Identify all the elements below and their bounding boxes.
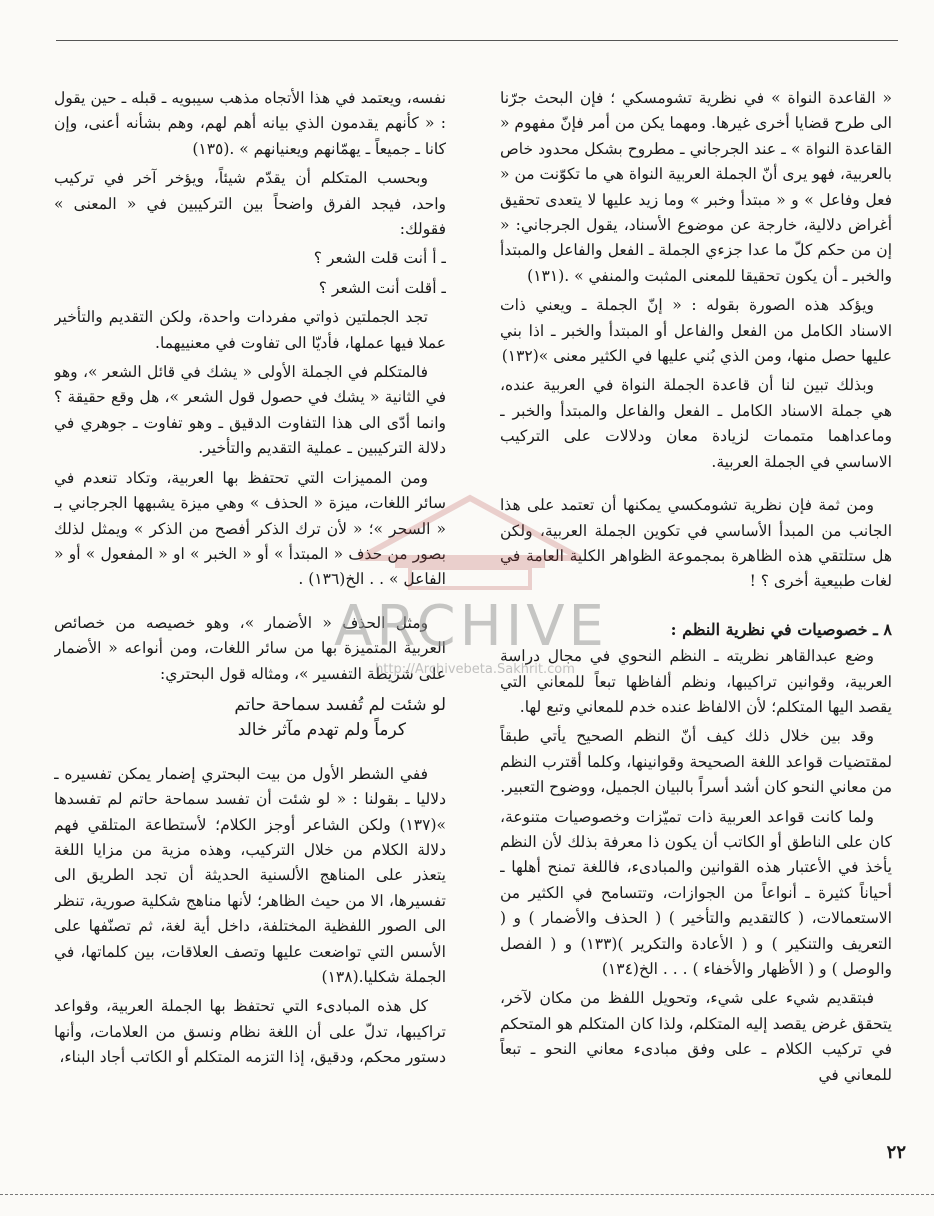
paragraph: ومن المميزات التي تحتفظ بها العربية، وتكاد تنعدم في سائر اللغات، ميزة « الحذف » وهي ميزة يشبهها الجرجاني بـ « السحر »؛ « لأن ترك الذكر أفصح من الذكر » ويمثل لذلك بصور من حذف « المبتدأ » أو « الخبر » او « المفعول » أو « الفاعل » . . الخ(١٣٦) . <box>54 468 446 589</box>
watermark-url: http://Archivebeta.Sakhrit.com <box>375 662 575 677</box>
paragraph: فبتقديم شيء على شيء، وتحويل اللفظ من مكان لآخر، يتحقق غرض يقصد إليه المتكلم، ولذا كان المتكلم هو المتحكم في تركيب الكلام ـ على وفق مبادىء معاني النحو ـ تبعاً للمعاني في <box>500 989 892 1084</box>
watermark-title: ARCHIVE <box>334 594 608 659</box>
paragraph: وبحسب المتكلم أن يقدّم شيئاً، ويؤخر آخر في تركيب واحد، فيجد الفرق واضحاً بين التركيبين في « المعنى » فقولك: <box>54 169 446 239</box>
paragraph: وقد بين خلال ذلك كيف أنّ النظم الصحيح يأتي طبقاً لمقتضيات قواعد اللغة الصحيحة وقوانينها، وكلما أقترب النظم من معاني النحو كان أشد أسراً بالبيان الجميل، ووضوح التعبير. <box>500 727 892 797</box>
paragraph: ومن ثمة فإن نظرية تشومكسي يمكنها أن تعتمد على هذا الجانب من المبدأ الأساسي في تكوين الجملة العربية، ولكن هل ستلتقي هذه الظاهرة بمجموعة الظواهر الكلية العامة في لغات طبيعية أخرى ؟ ! <box>500 496 892 591</box>
bottom-rule <box>0 1194 934 1195</box>
top-rule <box>56 40 898 41</box>
page-number: ٢٢ <box>886 1142 906 1163</box>
paragraph: وبذلك تبين لنا أن قاعدة الجملة النواة في العربية عنده، هي جملة الاسناد الكامل ـ الفعل والفاعل والمبتدأ والخبر ـ وماعداهما متممات لزيادة معان ودلالات على التركيب الاساسي في الجملة العربية. <box>500 376 892 471</box>
poem-verse <box>54 693 446 744</box>
paragraph: وضع عبدالقاهر نظريته ـ النظم النحوي في مجال دراسة العربية، وقوانين تراكيبها، ونظم ألفاظها تبعاً للمعاني التي يقصد اليها المتكلم؛ لأن الالفاظ عنده خدم للمعاني وتبع لها. <box>500 647 892 716</box>
example-line: ـ أ أنت قلت الشعر ؟ <box>313 249 446 268</box>
paragraph: نفسه، ويعتمد في هذا الأتجاه مذهب سيبويه ـ قبله ـ حين يقول : « كأنهم يقدمون الذي بيانه أهم لهم، وهم بشأنه أعنى، وإن كانا ـ جميعاً ـ يهمّانهم ويعنيانهم » .(١٣٥) <box>54 89 446 158</box>
paragraph: ولما كانت قواعد العربية ذات تميّزات وخصوصيات متنوعة، كان على الناطق أو الكاتب أن يكون ذا معرفة بذلك لأن النظم يأخذ في الأعتبار هذه القوانين والمبادىء، فاللغة تمنح أهلها ـ أحياناً كثيرة ـ أنواعاً من الجوازات، وتتسامح في الكثير من الاستعمالات، ( كالتقديم والتأخير ) ( الحذف والأضمار ) و ( التعريف والتنكير ) و ( الأعادة والتكرير )(١٣٣) و ( الفصل والوصل ) و ( الأظهار والأخفاء ) . . . الخ(١٣٤) <box>500 807 892 978</box>
paragraph: تجد الجملتين ذواتي مفردات واحدة، ولكن التقديم والتأخير عملا فيها عملها، فأديّا الى تفاوت في معنييهما. <box>54 308 446 352</box>
paragraph: « القاعدة النواة » في نظرية تشومسكي ؛ فإن البحث جرّنا الى طرح قضايا أخرى غيرها. ومهما يكن من أمر فإنّ مفهوم « القاعدة النواة » ـ عند الجرجاني ـ مطروح بشكل محدود خاص بالعربية، فهو يرى أنّ الجملة العربية النواة هي ما تكوّنت من « فعل وفاعل » و « مبتدأ وخبر » وما زيد عليها لا يتعدى تحقيق أغراض دلالية، خارجة عن موضوع الأسناد، يقول الجرجاني: « إن من حكم كلّ ما عدا جزءي الجملة ـ الفعل والفاعل والمبتدأ والخبر ـ أن يكون تحقيقا للمعنى المثبت والمنفي » .(١٣١) <box>500 89 892 285</box>
paragraph: ففي الشطر الأول من بيت البحتري إضمار يمكن تفسيره ـ دلاليا ـ بقولنا : « لو شئت أن تفسد سماحة حاتم لم تفسدها »(١٣٧) ولكن الشاعر أوجز الكلام؛ لأستطاعة المتلقي فهم دلالة الكلام من خلال التركيب، وهذه مزية من مزايا اللغة يتعذر على المناهج الألسنية الحديثة أن تجد الطريق الى تفسيرها، الا من حيث الظاهر؛ لأنها مناهج شكلية صورية، تنظر الى الصور اللفظية المختلفة، داخل أية لغة، ثم تصنّفها على الأسس التي تواضعت عليها وتصف العلاقات، بين كلماتها، في الجملة شكليا.(١٣٨) <box>54 764 446 986</box>
poem-line-1: لو شئت لم تُفسد سماحة حاتم <box>234 694 446 715</box>
poem-line-2: كرماً ولم تهدم مآثر خالد <box>237 720 406 741</box>
paragraph: كل هذه المبادىء التي تحتفظ بها الجملة العربية، وقواعد تراكيبها، تدلّ على أن اللغة نظام ونسق من العلامات، وأنها دستور محكم، ودقيق، إذا التزمه المتكلم أو الكاتب أجاد البناء، <box>54 997 446 1067</box>
example-line: ـ أقلت أنت الشعر ؟ <box>318 278 446 297</box>
paragraph: ومثل الحذف « الأضمار »، وهو خصيصه من خصائص العربية المتميزة بها من سائر اللغات، ومن أنواعه « الأضمار على شريطة التفسير »، ومثاله قول البحتري: <box>54 613 446 683</box>
section-heading: ٨ ـ خصوصيات في نظرية النظم : <box>670 619 892 639</box>
paragraph: فالمتكلم في الجملة الأولى « يشك في قائل الشعر »، وهو في الثانية « يشك في حصول قول الشعر »، هل وقع حقيقة ؟ وانما أدّى الى هذا التفاوت الدقيق ـ وهو تفاوت ـ جوهري في دلالة التركيبين ـ عملية التقديم والتأخير. <box>54 363 446 458</box>
paragraph: ويؤكد هذه الصورة بقوله : « إنّ الجملة ـ ويعني ذات الاسناد الكامل من الفعل والفاعل أو المبتدأ والخبر ـ اذا بني عليها حصل منها، ومن الذي بُني عليها في الكثير معنى »(١٣٢) <box>500 296 892 366</box>
